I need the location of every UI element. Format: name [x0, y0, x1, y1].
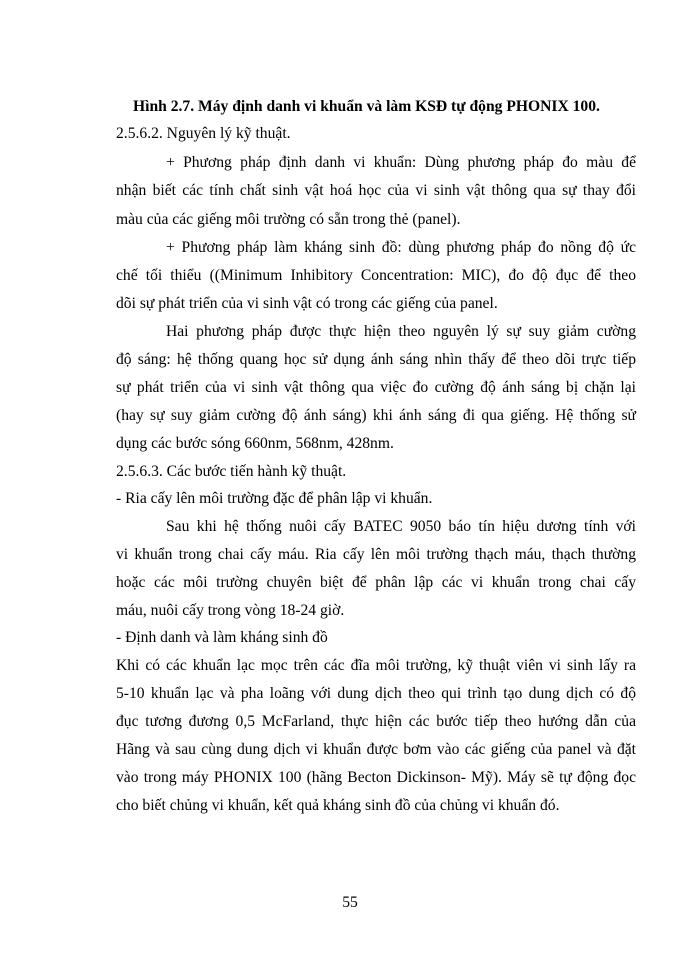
antibiogram-method-line: chế tối thiểu ((Minimum Inhibitory Concentration: MIC), đo độ đục để theo	[116, 267, 636, 284]
step-2-paragraph-line: đục tương đương 0,5 McFarland, thực hiện các bước tiếp theo hướng dẫn của	[116, 713, 636, 730]
page-number: 55	[342, 894, 358, 911]
section-heading-principle: 2.5.6.2. Nguyên lý kỹ thuật.	[116, 125, 291, 142]
figure-caption: Hình 2.7. Máy định danh vi khuẩn và làm KSĐ tự động PHONIX 100.	[133, 98, 600, 115]
principle-paragraph-line: độ sáng: hệ thống quang học sử dụng ánh sáng nhìn thấy để theo dõi trực tiếp	[116, 351, 636, 368]
step-2-paragraph-line: Khi có các khuẩn lạc mọc trên các đĩa môi trường, kỹ thuật viên vi sinh lấy ra	[116, 657, 636, 674]
step-2-paragraph-line: cho biết chủng vi khuẩn, kết quả kháng sinh đồ của chủng vi khuẩn đó.	[116, 797, 560, 814]
step-1-title: - Ria cấy lên môi trường đặc để phân lập vi khuẩn.	[116, 490, 433, 507]
step-1-paragraph-line: hoặc các môi trường chuyên biệt để phân lập các vi khuẩn trong chai cấy	[116, 574, 636, 591]
identification-method-line: + Phương pháp định danh vi khuẩn: Dùng phương pháp đo màu để	[166, 154, 636, 171]
step-2-paragraph-line: Hãng và sau cùng dung dịch vi khuẩn được bơm vào các giếng của panel và đặt	[116, 741, 636, 758]
principle-paragraph-line: Hai phương pháp được thực hiện theo nguyên lý sự suy giảm cường	[166, 323, 636, 340]
step-2-title: - Định danh và làm kháng sinh đồ	[116, 629, 328, 646]
step-1-paragraph-line: vi khuẩn trong chai cấy máu. Ria cấy lên môi trường thạch máu, thạch thường	[116, 546, 636, 563]
step-1-paragraph-line: Sau khi hệ thống nuôi cấy BATEC 9050 báo tín hiệu dương tính với	[166, 518, 636, 535]
step-1-paragraph-line: máu, nuôi cấy trong vòng 18-24 giờ.	[116, 602, 345, 619]
principle-paragraph-line: (hay sự suy giảm cường độ ánh sáng) khi ánh sáng đi qua giếng. Hệ thống sử	[116, 407, 636, 424]
identification-method-line: màu của các giếng môi trường có sẵn trong thẻ (panel).	[116, 211, 461, 228]
section-heading-procedure: 2.5.6.3. Các bước tiến hành kỹ thuật.	[116, 463, 347, 480]
identification-method-line: nhận biết các tính chất sinh vật hoá học của vi sinh vật thông qua sự thay đổi	[116, 182, 636, 199]
step-2-paragraph-line: vào trong máy PHONIX 100 (hãng Becton Dickinson- Mỹ). Máy sẽ tự động đọc	[116, 769, 636, 786]
principle-paragraph-line: dụng các bước sóng 660nm, 568nm, 428nm.	[116, 435, 394, 452]
antibiogram-method-line: + Phương pháp làm kháng sinh đồ: dùng phương pháp đo nồng độ ức	[166, 239, 636, 256]
principle-paragraph-line: sự phát triển của vi sinh vật thông qua việc đo cường độ ánh sáng bị chặn lại	[116, 379, 636, 396]
step-2-paragraph-line: 5-10 khuẩn lạc và pha loãng với dung dịch theo qui trình tạo dung dịch có độ	[116, 685, 636, 702]
antibiogram-method-line: dõi sự phát triển của vi sinh vật có trong các giếng của panel.	[116, 295, 498, 312]
